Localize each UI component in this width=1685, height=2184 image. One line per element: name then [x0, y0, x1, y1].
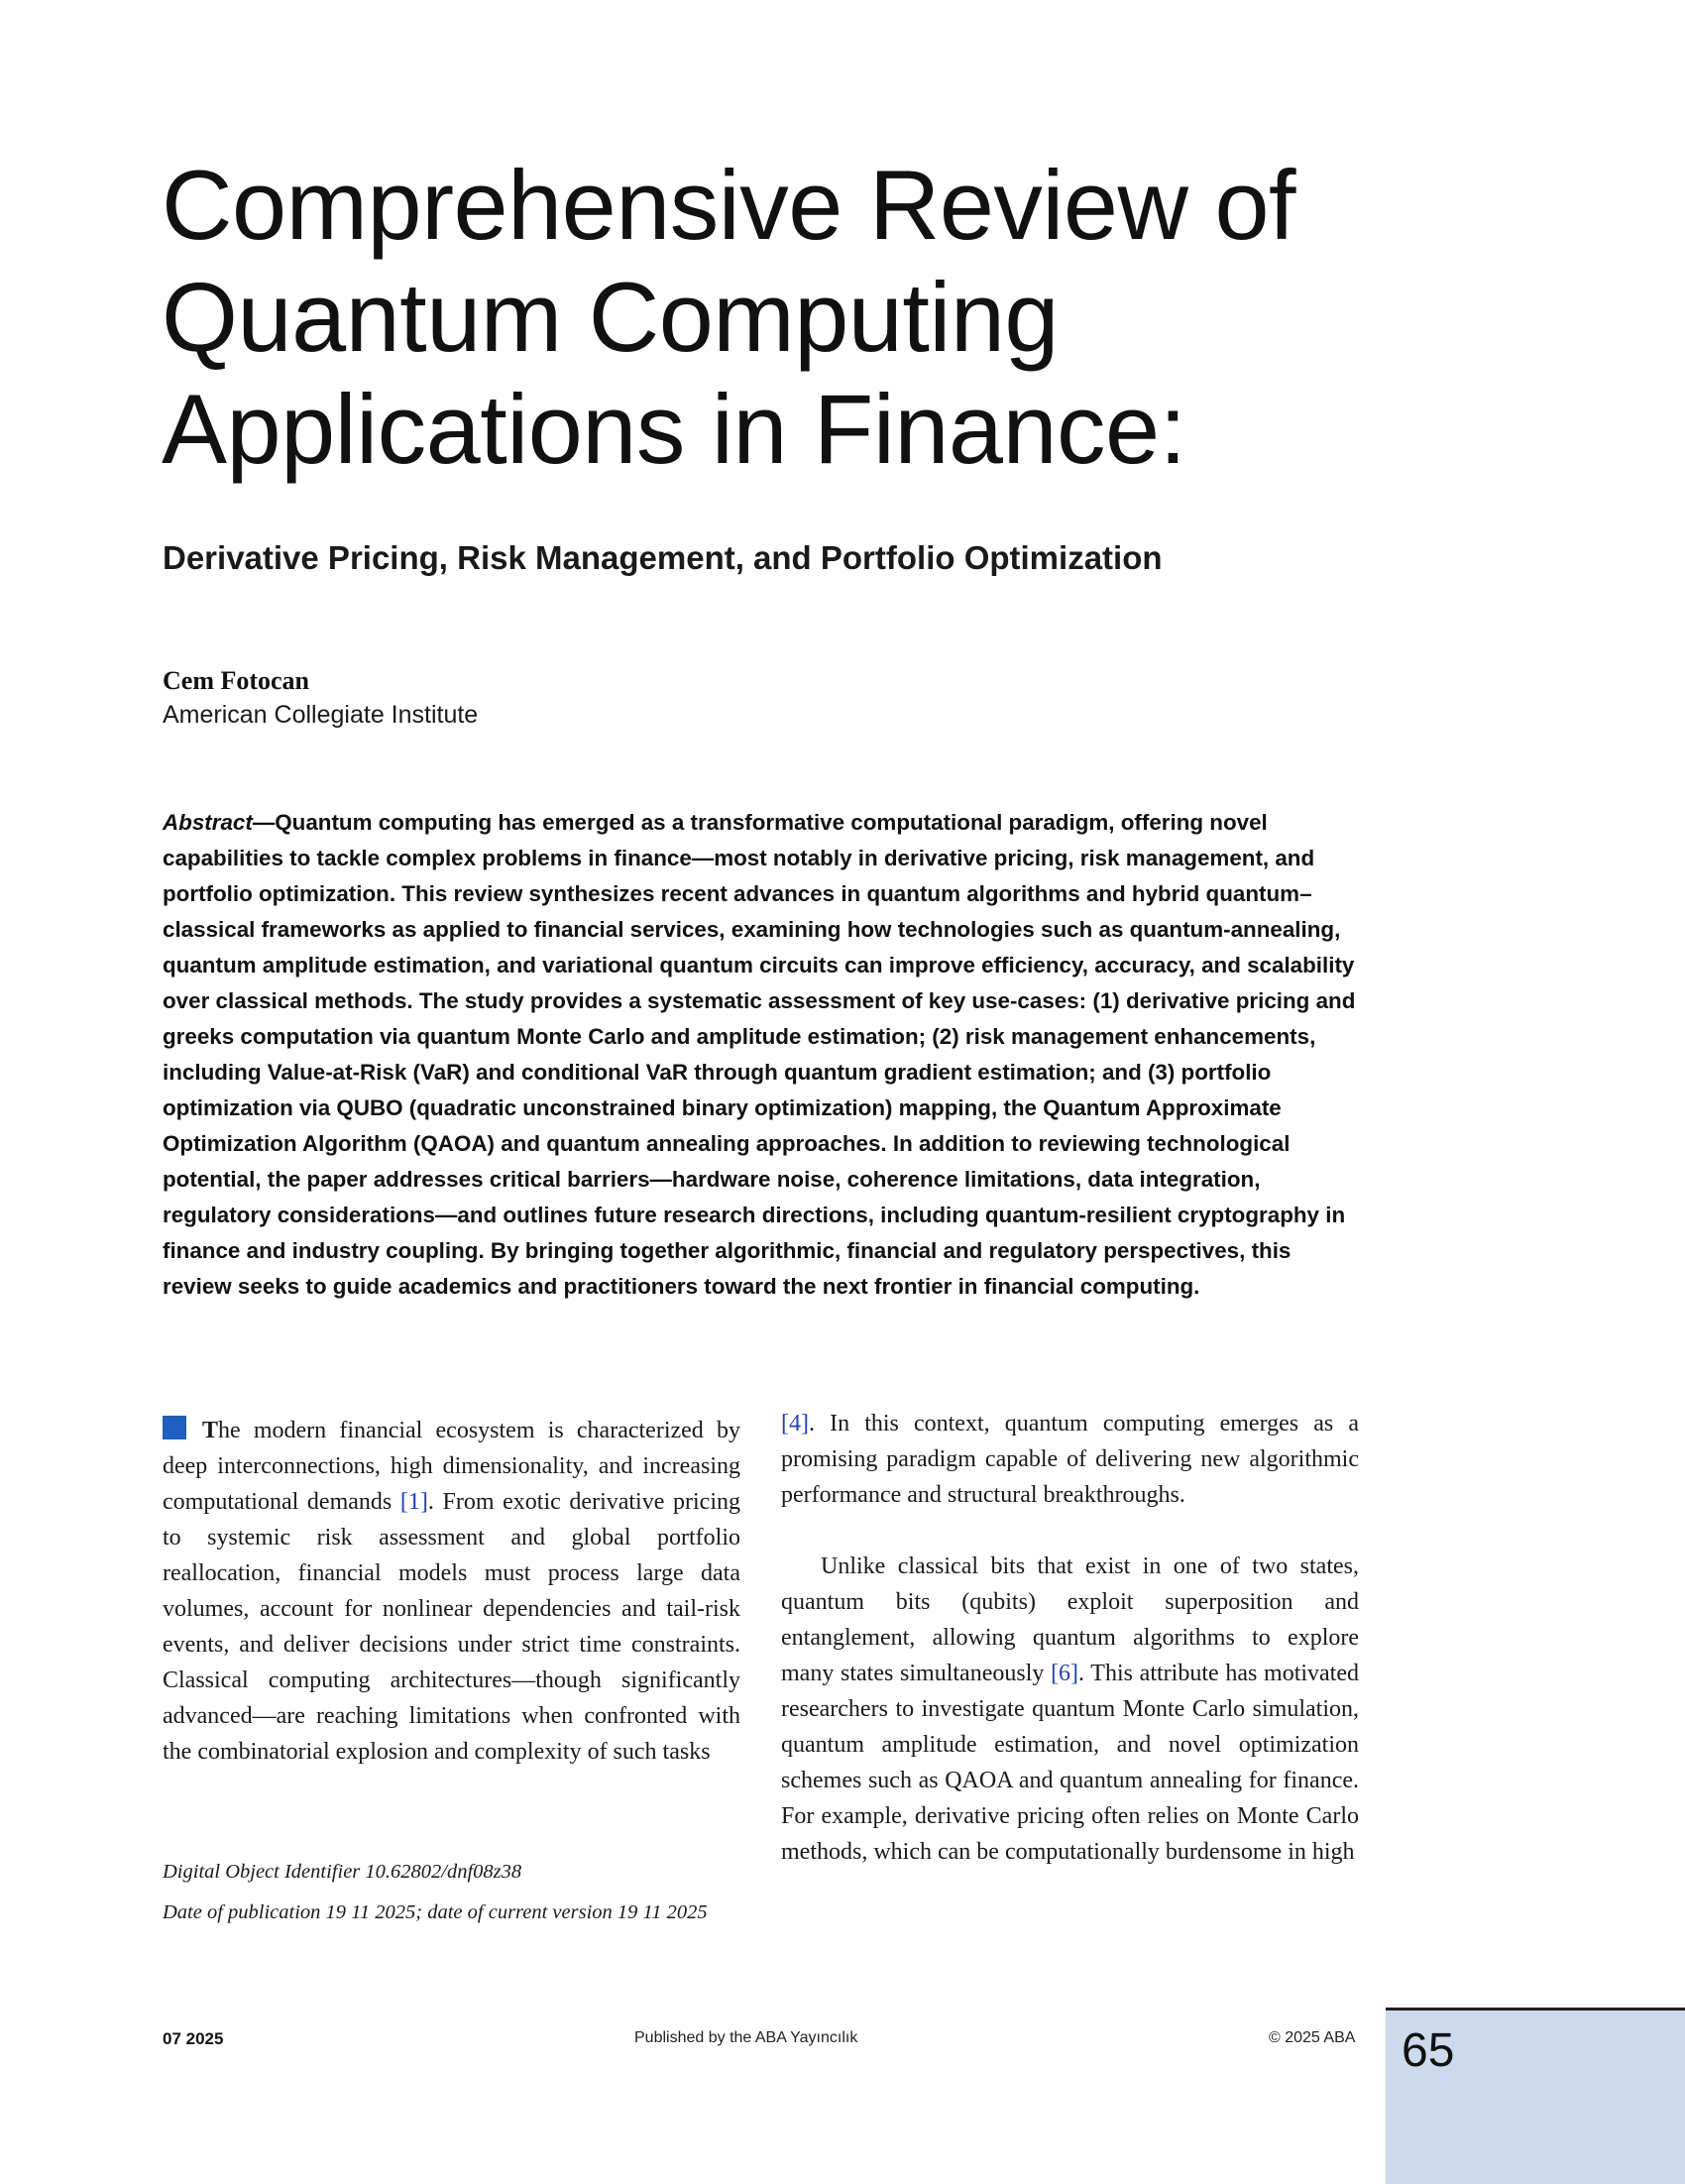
drop-cap: T: [202, 1418, 219, 1443]
abstract-text: —Quantum computing has emerged as a transformative computational paradigm, offering novel capabilities to tackle complex problems in finance—most notably in derivative pricing, risk management, and portfolio optimization. This review synthesizes recent advances in quantum algorithms and hybrid quantum–classical frameworks as applied to financial services, examining how technologies such as quantum-annealing, quantum amplitude estimation, and variational quantum circuits can improve efficiency, accuracy, and scalability over classical methods. The study provides a systematic assessment of key use-cases: (1) derivative pricing and greeks computation via quantum Monte Carlo and amplitude estimation; (2) risk management enhancements, including Value-at-Risk (VaR) and conditional VaR through quantum gradient estimation; and (3) portfolio optimization via QUBO (quadratic unconstrained binary optimization) mapping, the Quantum Approximate Optimization Algorithm (QAOA) and quantum annealing approaches. In addition to reviewing technological potential, the paper addresses critical barriers—hardware noise, coherence limitations, data integration, regulatory considerations—and outlines future research directions, including quantum-resilient cryptography in finance and industry coupling. By bringing together algorithmic, financial and regulatory perspectives, this review seeks to guide academics and practitioners toward the next frontier in financial computing.: [163, 810, 1356, 1299]
right-paragraph-1: [781, 1406, 1359, 1513]
title-line-2: Quantum Computing: [162, 262, 1059, 372]
title-line-1: Comprehensive Review of: [162, 150, 1296, 260]
body-column-left: [163, 1413, 740, 1770]
section-marker-icon: [163, 1416, 186, 1439]
right-text-1: . In this context, quantum computing emerges as a promising paradigm capable of delivering new algorithmic performance and structural breakthroughs.: [781, 1411, 1359, 1508]
right-paragraph-2: [781, 1549, 1359, 1870]
author-name: Cem Fotocan: [163, 666, 310, 695]
title-line-3: Applications in Finance:: [162, 374, 1186, 484]
author-affiliation: American Collegiate Institute: [163, 701, 479, 729]
right-text-2b: . This attribute has motivated researchers to investigate quantum Monte Carlo simulation, quantum amplitude estimation, and novel optimization schemes such as QAOA and quantum annealing for finance. For example, derivative pricing often relies on Monte Carlo methods, which can be computationally burdensome in high: [781, 1661, 1360, 1865]
intro-text-1: he modern financial ecosystem is characterized by deep interconnections, high dimensionality, and increasing computational demands: [163, 1418, 740, 1515]
intro-text-2: . From exotic derivative pricing to systemic risk assessment and global portfolio reallocation, financial models must process large data volumes, account for nonlinear dependencies and tail-risk events, and deliver decisions under strict time constraints. Classical computing architectures—though significantly advanced—are reaching limitations when confronted with the combinatorial explosion and complexity of such tasks: [163, 1489, 740, 1765]
footer-issue: 07 2025: [163, 2029, 224, 2048]
intro-paragraph: [163, 1413, 740, 1770]
right-text-2a: Unlike classical bits that exist in one of two states, quantum bits (qubits) exploit superposition and entanglement, allowing quantum algorithms to explore many states simultaneously: [781, 1553, 1359, 1686]
publication-metadata: [163, 1852, 739, 1933]
citation-link-4[interactable]: [4]: [781, 1411, 809, 1437]
doi-line: Digital Object Identifier 10.62802/dnf08z38: [163, 1861, 522, 1883]
abstract-lead: Abstract: [163, 810, 253, 835]
publication-dates: Date of publication 19 11 2025; date of current version 19 11 2025: [163, 1901, 708, 1923]
paper-title: [162, 149, 1401, 485]
page-number: 65: [1402, 2024, 1455, 2077]
footer-publisher: Published by the ABA Yayıncılık: [634, 2029, 858, 2046]
citation-link-6[interactable]: [6]: [1051, 1661, 1079, 1686]
paper-subtitle: Derivative Pricing, Risk Management, and Portfolio Optimization: [163, 539, 1163, 576]
citation-link-1[interactable]: [1]: [399, 1489, 428, 1515]
abstract: [163, 805, 1365, 1305]
body-column-right: [781, 1406, 1359, 1870]
footer-copyright: © 2025 ABA: [1269, 2029, 1356, 2046]
page-number-box: [1386, 2008, 1685, 2184]
